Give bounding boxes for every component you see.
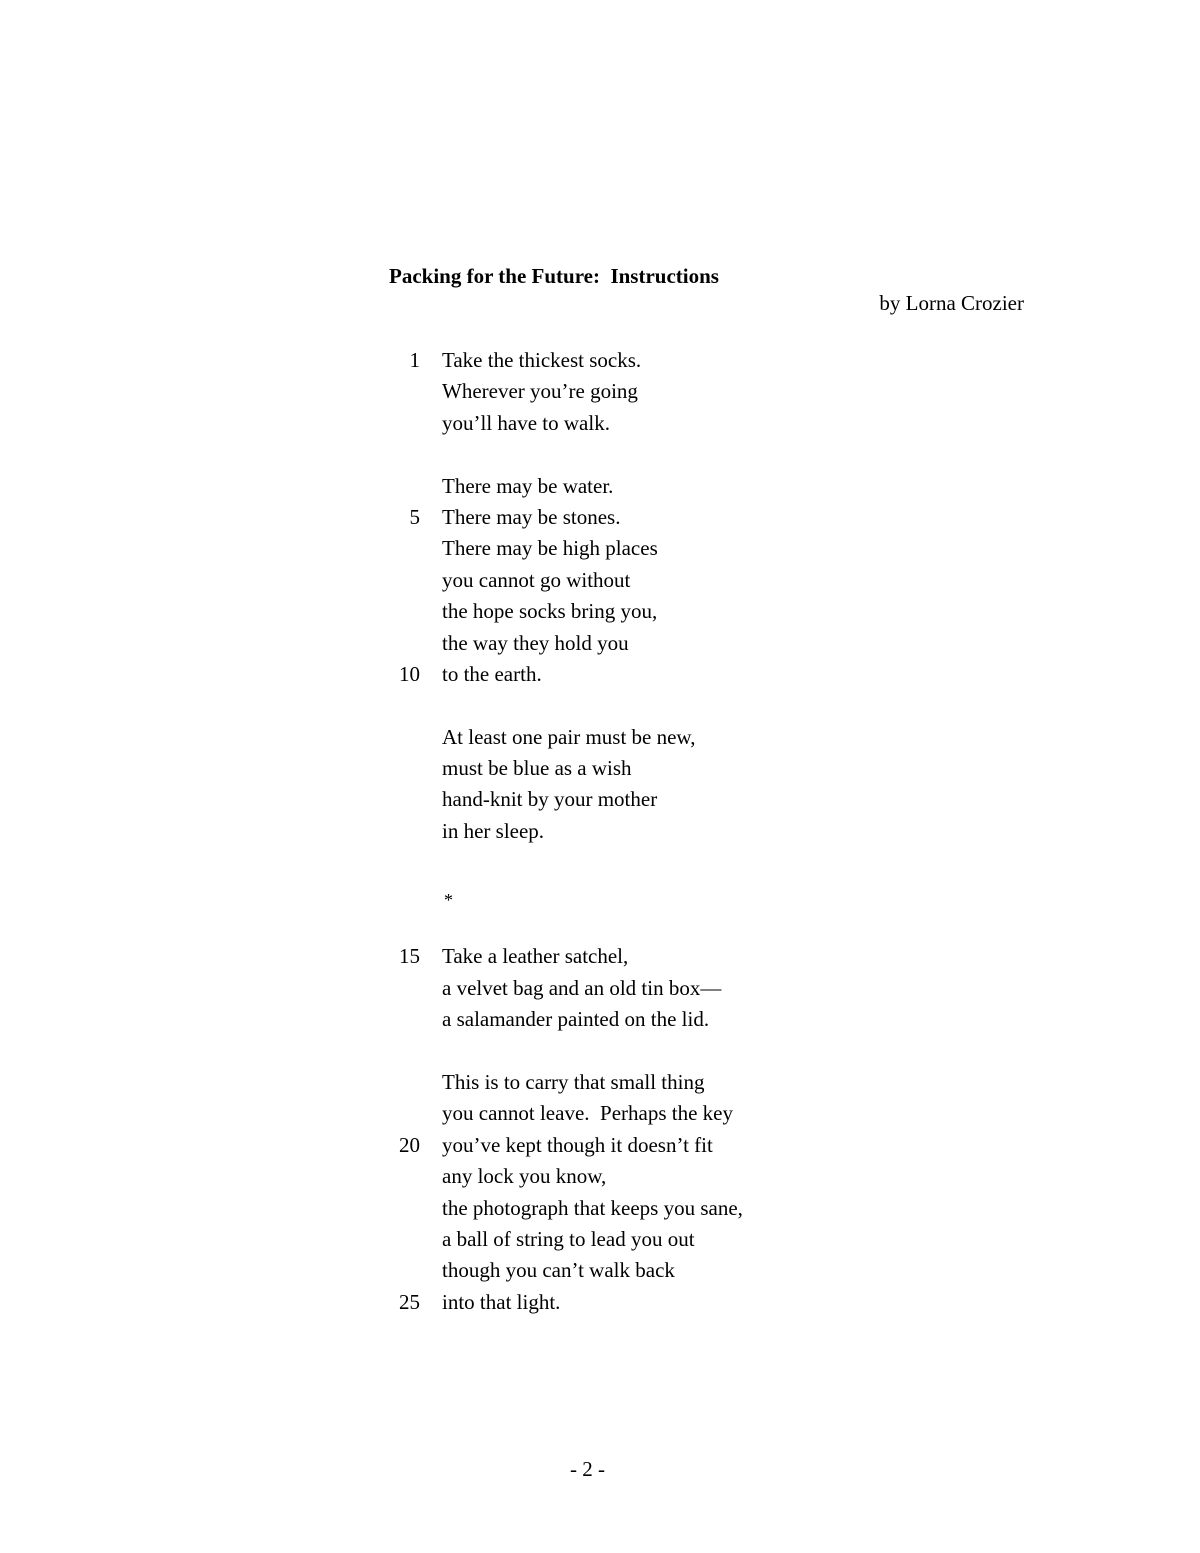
stanza-break [390,439,890,470]
line-text: There may be stones. [442,504,621,529]
line-text: There may be water. [442,473,614,498]
line-number: 5 [409,504,420,529]
line-number: 20 [399,1132,420,1157]
page-number: - 2 - [570,1457,605,1481]
line-text: the photograph that keeps you sane, [442,1195,743,1220]
line-text: must be blue as a wish [442,756,632,781]
line-text: you’ll have to walk. [442,410,610,435]
line-text: Wherever you’re going [442,379,638,404]
line-text: At least one pair must be new, [442,724,696,749]
poem-line [390,471,890,502]
stanza-break [390,910,890,941]
poem-line [390,376,890,407]
line-text: to the earth. [442,661,542,686]
poem-line [390,1004,890,1035]
stanza-break [390,847,890,878]
poem-line [390,345,890,376]
poem-line [390,722,890,753]
poem-line [390,1098,890,1129]
poem-title: Packing for the Future: Instructions [389,264,719,288]
poem-line [390,408,890,439]
line-number: 1 [409,348,420,372]
line-number: 10 [399,661,420,686]
line-text: the way they hold you [442,630,629,655]
poem-line [390,753,890,784]
line-text: hand-knit by your mother [442,787,658,812]
poem-line [390,596,890,627]
poem-line [390,565,890,596]
line-text: you cannot go without [442,567,631,592]
stanza-break [390,1036,890,1067]
stanza-break [390,690,890,721]
line-text: There may be high places [442,536,658,561]
line-text: This is to carry that small thing [442,1069,705,1094]
poem-line [390,1161,890,1192]
separator-asterisk: * [444,889,453,910]
poem-line [390,628,890,659]
poem-body [390,345,890,1318]
line-text: in her sleep. [442,818,545,843]
poem-line [390,1193,890,1224]
line-text: a velvet bag and an old tin box— [442,975,722,1000]
line-number: 15 [399,944,420,969]
line-number: 25 [399,1289,420,1314]
line-text: Take a leather satchel, [442,944,629,969]
poem-line [390,1287,890,1318]
line-text: a salamander painted on the lid. [442,1007,710,1032]
poem-line [390,784,890,815]
poem-line [390,502,890,533]
line-text: though you can’t walk back [442,1258,675,1283]
line-text: you cannot leave. Perhaps the key [442,1101,733,1126]
poem-line [390,1130,890,1161]
author-byline: by Lorna Crozier [879,291,1024,315]
poem-line [390,973,890,1004]
poem-line [390,1067,890,1098]
poem-line [390,1255,890,1286]
poem-line [390,941,890,972]
poem-line [390,816,890,847]
line-text: the hope socks bring you, [442,599,658,624]
line-text: you’ve kept though it doesn’t fit [442,1132,713,1157]
section-separator [390,879,890,910]
poem-line [390,1224,890,1255]
line-text: into that light. [442,1289,561,1314]
poem-line [390,659,890,690]
line-text: a ball of string to lead you out [442,1226,695,1251]
poem-line [390,533,890,564]
line-text: Take the thickest socks. [442,348,642,372]
line-text: any lock you know, [442,1164,607,1189]
